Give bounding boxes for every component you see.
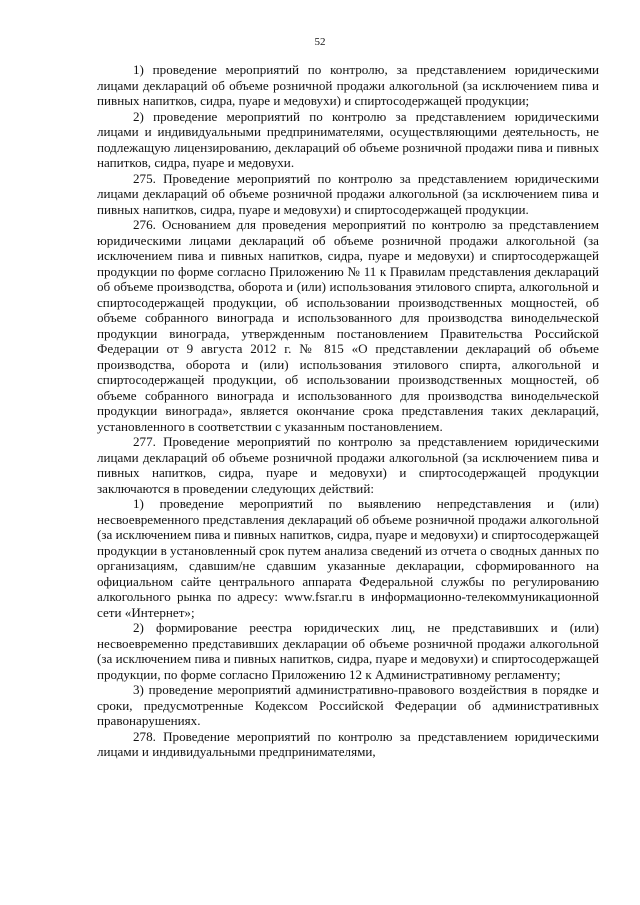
paragraph: 277. Проведение мероприятий по контролю за представлением юридическими лицами деклараций об объеме розничной продажи алкогольной (за исключением пива и пивных напитков, сидра, пуаре и медовухи) и спиртосодержащей продукции заключаются в проведении следующих действий: <box>97 434 599 496</box>
paragraph: 3) проведение мероприятий административно-правового воздействия в порядке и сроки, предусмотренные Кодексом Российской Федерации об административных правонарушениях. <box>97 682 599 728</box>
paragraph: 2) формирование реестра юридических лиц, не представивших и (или) несвоевременно представивших декларации об объеме розничной продажи алкогольной (за исключением пива и пивных напитков, сидра, пуаре и медовухи) и спиртосодержащей продукции, по форме согласно Приложению 12 к Административному регламенту; <box>97 620 599 682</box>
paragraph: 275. Проведение мероприятий по контролю за представлением юридическими лицами деклараций об объеме розничной продажи алкогольной (за исключением пива и пивных напитков, сидра, пуаре и медовухи) и спиртосодержащей продукции. <box>97 170 599 217</box>
paragraph: 276. Основанием для проведения мероприятий по контролю за представлением юридическими лицами деклараций об объеме розничной продажи алкогольной (за исключением пива и пивных напитков, сидра, пуаре и медовухи) и спиртосодержащей продукции по форме согласно Приложению № 11 к Правилам представления деклараций об объеме производства, оборота и (или) использования этилового спирта, алкогольной и спиртосодержащей продукции, об использовании производственных мощностей, об объеме собранного винограда и использованного для производства винодельческой продукции винограда, утвержденным постановлением Правительства Российской Федерации от 9 августа 2012 г. № 815 «О представлении деклараций об объеме производства, оборота и (или) использования этилового спирта, алкогольной и спиртосодержащей продукции, об использовании производственных мощностей, об объеме собранного винограда и использованного для производства винодельческой продукции винограда», является окончание срока представления таких деклараций, установленного в соответствии с указанным постановлением. <box>97 217 599 434</box>
document-body <box>97 62 599 760</box>
paragraph: 2) проведение мероприятий по контролю за представлением юридическими лицами и индивидуальными предпринимателями, осуществляющими деятельность, не подлежащую лицензированию, деклараций об объеме розничной продажи пива и пивных напитков, сидра, пуаре и медовухи. <box>97 108 599 170</box>
paragraph: 1) проведение мероприятий по контролю, за представлением юридическими лицами деклараций об объеме розничной продажи алкогольной (за исключением пива и пивных напитков, сидра, пуаре и медовухи) и спиртосодержащей продукции; <box>97 62 599 108</box>
page-number: 52 <box>314 36 326 48</box>
paragraph: 278. Проведение мероприятий по контролю за представлением юридическими лицами и индивидуальными предпринимателями, <box>97 728 599 759</box>
paragraph: 1) проведение мероприятий по выявлению непредставления и (или) несвоевременного представления деклараций об объеме розничной продажи алкогольной (за исключением пива и пивных напитков, сидра, пуаре и медовухи) и спиртосодержащей продукции в установленный срок путем анализа сведений из отчета о сводных данных по организациям, сдавшим/не сдавшим указанные декларации, сформированного на официальном сайте центрального аппарата Федеральной службы по регулированию алкогольного рынка по адресу: www.fsrar.ru в информационно-телекоммуникационной сети «Интернет»; <box>97 496 599 620</box>
